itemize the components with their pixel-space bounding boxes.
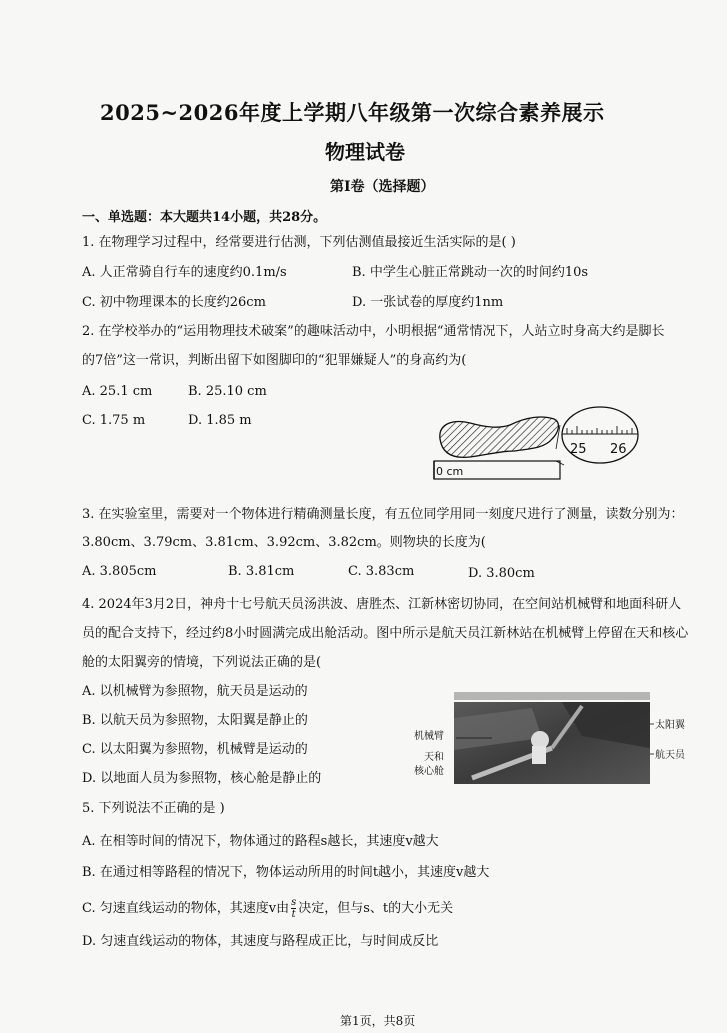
q1-option-d: D. 一张试卷的厚度约1nm — [352, 295, 504, 310]
fraction-s-over-t — [291, 897, 296, 920]
q5-option-c-pre: C. 匀速直线运动的物体，其速度v由 — [82, 901, 290, 916]
q2-stem-line1: 2. 在学校举办的“运用物理技术破案”的趣味活动中，小明根据“通常情况下，人站立时身高大约是脚长 — [82, 324, 665, 339]
q5-option-b: B. 在通过相等路程的情况下，物体运动所用的时间t越小，其速度v越大 — [82, 865, 490, 880]
q4-option-c: C. 以太阳翼为参照物，机械臂是运动的 — [82, 742, 308, 757]
label-tianhe-1: 天和 — [424, 752, 444, 763]
ruler-tick-25: 25 — [570, 442, 587, 457]
label-solar-wing: 太阳翼 — [655, 720, 685, 731]
fraction-denominator: t — [291, 909, 296, 920]
q2-stem-line2: 的7倍”这一常识，判断出留下如图脚印的“犯罪嫌疑人”的身高约为( — [82, 353, 467, 368]
subject-title: 物理试卷 — [325, 140, 405, 164]
q2-option-d: D. 1.85 m — [188, 413, 252, 428]
q2-option-a: A. 25.1 cm — [82, 384, 153, 399]
q3-stem-line2: 3.80cm、3.79cm、3.81cm、3.92cm、3.82cm。则物块的长度为( — [82, 535, 486, 550]
q3-option-a: A. 3.805cm — [82, 564, 157, 579]
space-station-photo — [412, 688, 692, 788]
exam-title: 2025~2026年度上学期八年级第一次综合素养展示 — [100, 100, 605, 125]
footprint-figure — [430, 405, 640, 483]
q5-option-c — [82, 897, 453, 920]
q2-option-b: B. 25.10 cm — [188, 384, 267, 399]
q4-stem-line1: 4. 2024年3月2日，神舟十七号航天员汤洪波、唐胜杰、江新林密切协同，在空间站机械臂和地面科研人 — [82, 597, 682, 612]
q1-option-b: B. 中学生心脏正常跳动一次的时间约10s — [352, 265, 589, 280]
q4-stem-line3: 舱的太阳翼旁的情境，下列说法正确的是( — [82, 655, 322, 670]
q1-option-a: A. 人正常骑自行车的速度约0.1m/s — [82, 265, 287, 280]
q3-option-b: B. 3.81cm — [228, 564, 295, 579]
q5-stem: 5. 下列说法不正确的是 ) — [82, 801, 225, 816]
label-tianhe-2: 核心舱 — [414, 766, 444, 777]
ruler-tick-26: 26 — [610, 442, 627, 457]
q4-option-a: A. 以机械臂为参照物，航天员是运动的 — [82, 684, 308, 699]
q3-option-c: C. 3.83cm — [348, 564, 415, 579]
fraction-numerator: s — [291, 897, 297, 908]
q5-option-d: D. 匀速直线运动的物体，其速度与路程成正比，与时间成反比 — [82, 934, 439, 949]
footprint-shape — [440, 417, 559, 457]
q1-stem: 1. 在物理学习过程中，经常要进行估测，下列估测值最接近生活实际的是( ) — [82, 235, 516, 250]
q5-option-c-post: 决定，但与s、t的大小无关 — [298, 901, 454, 916]
q1-option-c: C. 初中物理课本的长度约26cm — [82, 295, 266, 310]
q4-option-b: B. 以航天员为参照物，太阳翼是静止的 — [82, 713, 308, 728]
q3-stem-line1: 3. 在实验室里，需要对一个物体进行精确测量长度，有五位同学用同一刻度尺进行了测量，读数分别为： — [82, 507, 684, 522]
page-footer: 第1页，共8页 — [340, 1014, 416, 1028]
q4-option-d: D. 以地面人员为参照物，核心舱是静止的 — [82, 771, 322, 786]
label-astronaut: 航天员 — [655, 750, 685, 761]
volume-title: 第Ⅰ卷（选择题） — [330, 179, 435, 195]
label-robotic-arm: 机械臂 — [414, 731, 444, 742]
section-heading: 一、单选题：本大题共14小题，共28分。 — [82, 210, 327, 225]
q3-option-d: D. 3.80cm — [468, 566, 535, 581]
q2-option-c: C. 1.75 m — [82, 413, 146, 428]
q4-stem-line2: 员的配合支持下，经过约8小时圆满完成出舱活动。图中所示是航天员江新林站在机械臂上停留在天和核心 — [82, 626, 689, 641]
q5-option-a: A. 在相等时间的情况下，物体通过的路程s越长，其速度v越大 — [82, 834, 439, 849]
ruler-zero-label: 0 cm — [436, 465, 464, 478]
